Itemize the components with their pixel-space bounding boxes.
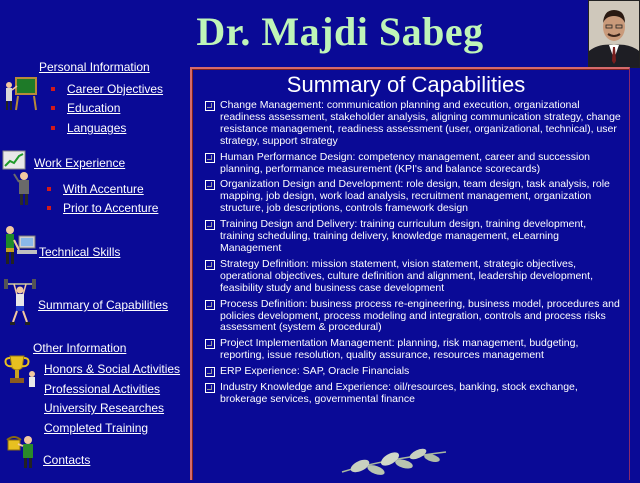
nav-technical-skills[interactable]: Technical Skills (39, 245, 121, 259)
list-item: Training Design and Delivery: training curriculum design, training development, training scheduling, training delivery, knowledge management, eLearning Management (204, 219, 622, 255)
list-item: Process Definition: business process re-engineering, business model, procedures and policies development, process modeling and integration, controls and process risks assessment (system & procedural) (204, 299, 622, 335)
telephone-person-icon (6, 432, 38, 475)
presenter-icon (2, 76, 38, 117)
list-item: Organization Design and Development: role design, team design, task analysis, role mapping, job design, work load analysis, recruitment management, organization structure, job descriptions, controls framework design (204, 179, 622, 215)
checkbox-bullet-icon (205, 180, 215, 190)
nav-prior-to-accenture[interactable]: Prior to Accenture (63, 201, 159, 215)
trophy-icon (2, 354, 40, 395)
list-item: Change Management: communication planning and execution, organizational readiness assessment, stakeholder analysis, aligning communication strategy, change resistance management, readiness assessment (user, organizational, technical), user strategy, support strategy (204, 100, 622, 148)
list-item: Human Performance Design: competency management, career and succession planning, performance measurement (KPI's and balance scorecards) (204, 152, 622, 176)
bullet (51, 126, 55, 130)
checkbox-bullet-icon (205, 220, 215, 230)
bullet (51, 106, 55, 110)
leaf-decoration-icon (340, 446, 450, 483)
nav-career-objectives[interactable]: Career Objectives (67, 82, 164, 96)
capabilities-list (204, 100, 622, 410)
checkbox-bullet-icon (205, 300, 215, 310)
nav-completed-training[interactable]: Completed Training (44, 421, 149, 435)
nav-professional-activities[interactable]: Professional Activities (44, 382, 161, 396)
nav-with-accenture[interactable]: With Accenture (63, 182, 144, 196)
growth-chart-presenter-icon (2, 150, 36, 211)
checkbox-bullet-icon (205, 101, 215, 111)
checkbox-bullet-icon (205, 153, 215, 163)
list-item: ERP Experience: SAP, Oracle Financials (204, 366, 622, 378)
nav-contacts[interactable]: Contacts (43, 453, 91, 467)
list-item: Industry Knowledge and Experience: oil/resources, banking, stock exchange, brokerage services, governmental finance (204, 382, 622, 406)
nav-personal-information[interactable]: Personal Information (39, 60, 150, 74)
computer-user-icon (2, 224, 38, 271)
bullet (47, 187, 51, 191)
nav-work-experience[interactable]: Work Experience (34, 156, 126, 170)
checkbox-bullet-icon (205, 367, 215, 377)
list-item: Strategy Definition: mission statement, vision statement, strategic objectives, operational objectives, culture definition and alignment, leadership development, feasibility study and business case development (204, 259, 622, 295)
weightlifter-icon (2, 278, 38, 331)
nav-university-researches[interactable]: University Researches (44, 401, 165, 415)
checkbox-bullet-icon (205, 339, 215, 349)
page-title: Dr. Majdi Sabeg (196, 9, 484, 54)
nav-honors-social-activities[interactable]: Honors & Social Activities (44, 362, 181, 376)
checkbox-bullet-icon (205, 383, 215, 393)
checkbox-bullet-icon (205, 260, 215, 270)
nav-education[interactable]: Education (67, 101, 121, 115)
nav-summary-of-capabilities[interactable]: Summary of Capabilities (38, 298, 169, 312)
bullet (51, 87, 55, 91)
nav-other-information[interactable]: Other Information (33, 341, 127, 355)
bullet (47, 206, 51, 210)
list-item: Project Implementation Management: planning, risk management, budgeting, reporting, issue resolution, quality assurance, resources management (204, 338, 622, 362)
section-heading: Summary of Capabilities (286, 72, 526, 97)
nav-languages[interactable]: Languages (67, 121, 127, 135)
profile-photo (588, 0, 640, 68)
